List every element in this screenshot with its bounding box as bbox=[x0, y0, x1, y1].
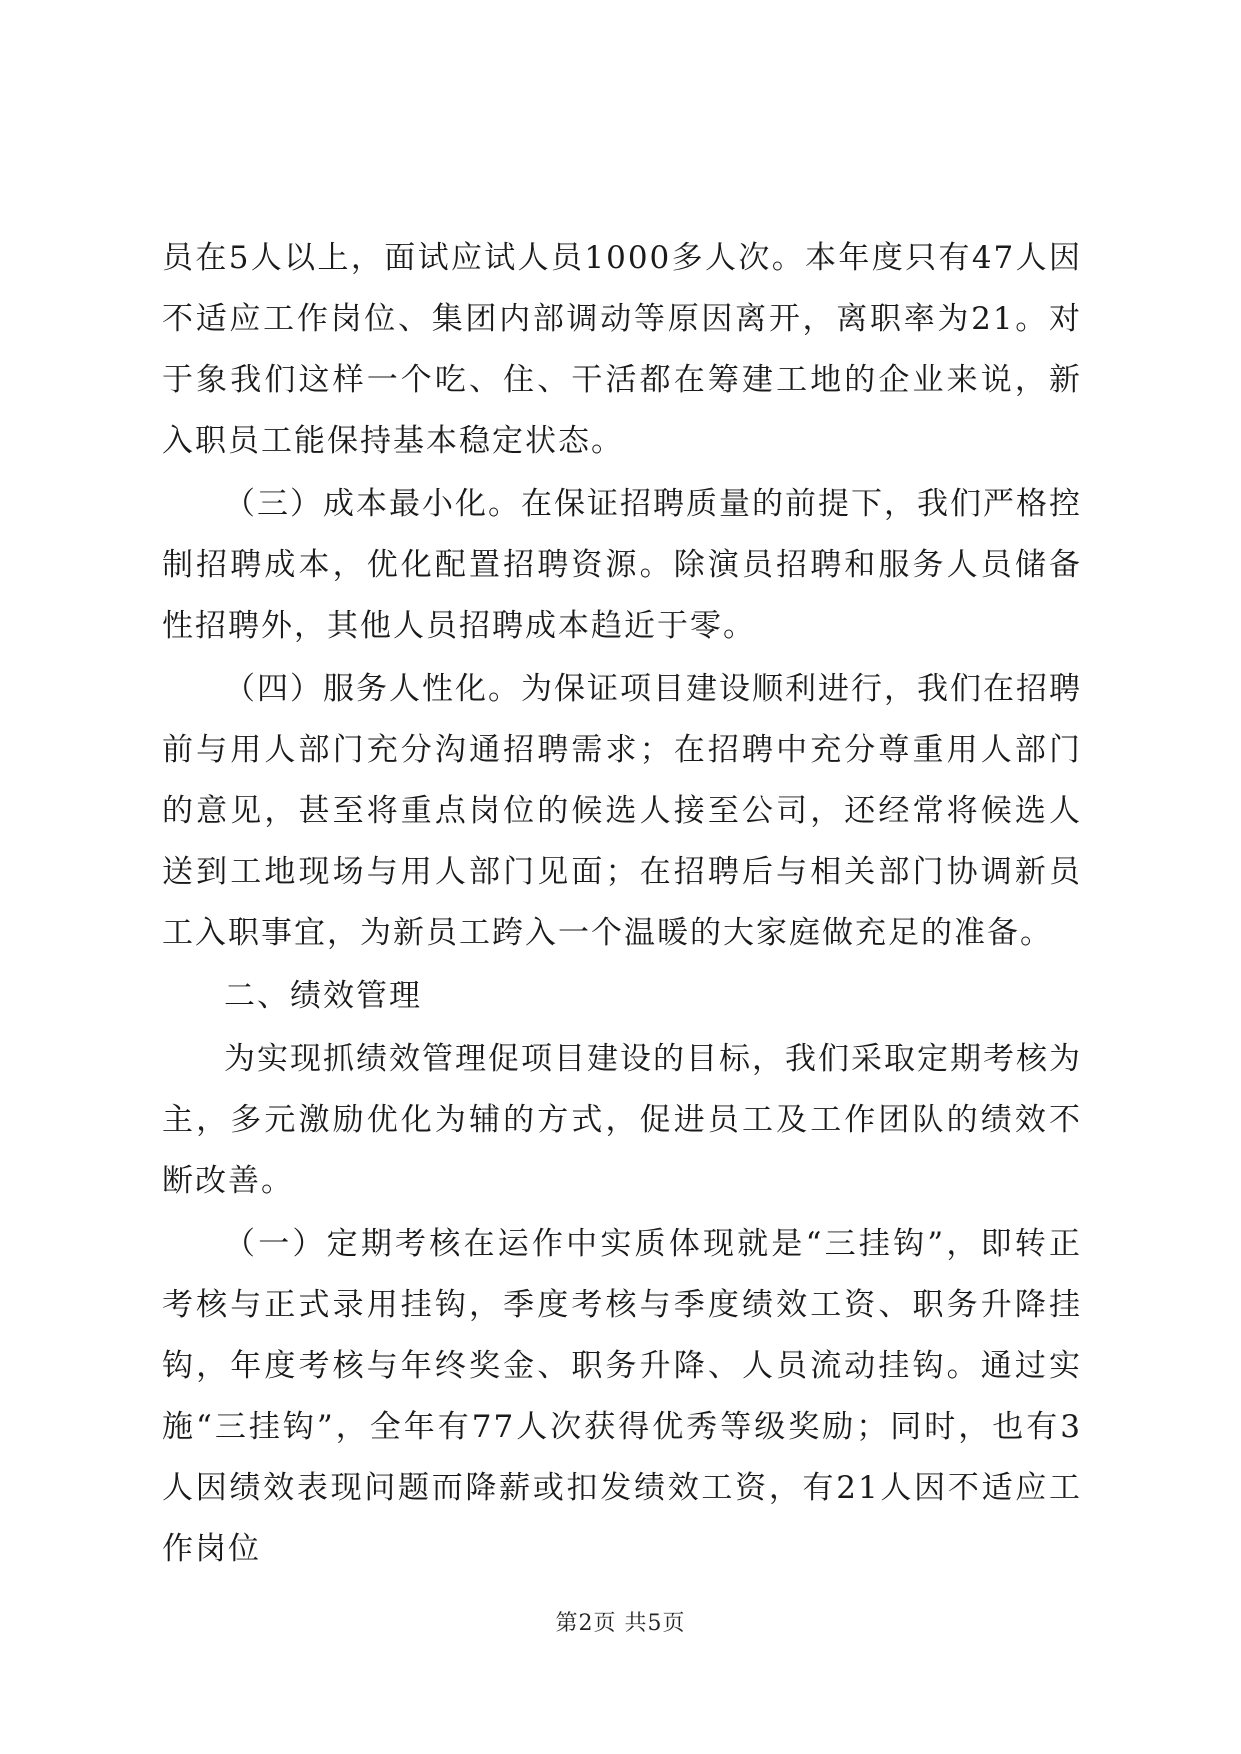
paragraph-recruitment-stats: 员在5人以上，面试应试人员1000多人次。本年度只有47人因不适应工作岗位、集团内部调动等原因离开，离职率为21。对于象我们这样一个吃、住、干活都在筹建工地的企业来说，新入职员工能保持基本稳定状态。 bbox=[162, 240, 1082, 459]
paragraph-cost-minimization: （三）成本最小化。在保证招聘质量的前提下，我们严格控制招聘成本，优化配置招聘资源。除演员招聘和服务人员储备性招聘外，其他人员招聘成本趋近于零。 bbox=[162, 486, 1082, 644]
document-body bbox=[162, 228, 1082, 1580]
paragraph-performance-intro: 为实现抓绩效管理促项目建设的目标，我们采取定期考核为主，多元激励优化为辅的方式，促进员工及工作团队的绩效不断改善。 bbox=[162, 1041, 1082, 1199]
section-heading-performance-management: 二、绩效管理 bbox=[224, 978, 422, 1014]
paragraph-service-humanization: （四）服务人性化。为保证项目建设顺利进行，我们在招聘前与用人部门充分沟通招聘需求；在招聘中充分尊重用人部门的意见，甚至将重点岗位的候选人接至公司，还经常将候选人送到工地现场与用人部门见面；在招聘后与相关部门协调新员工入职事宜，为新员工跨入一个温暖的大家庭做充足的准备。 bbox=[162, 671, 1082, 951]
paragraph-periodic-assessment: （一）定期考核在运作中实质体现就是“三挂钩”，即转正考核与正式录用挂钩，季度考核与季度绩效工资、职务升降挂钩，年度考核与年终奖金、职务升降、人员流动挂钩。通过实施“三挂钩”，全年有77人次获得优秀等级奖励；同时，也有3人因绩效表现问题而降薪或扣发绩效工资，有21人因不适应工作岗位 bbox=[162, 1226, 1082, 1567]
page-number-footer: 第2页 共5页 bbox=[555, 1611, 686, 1636]
